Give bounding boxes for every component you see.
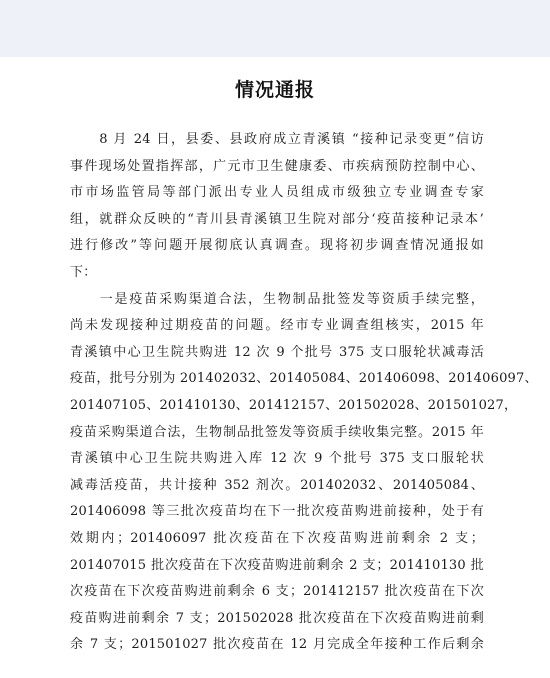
body-line: 次疫苗在下次疫苗购进前剩余 6 支；201412157 批次疫苗在下次 [70, 584, 484, 600]
body-line: 青溪镇中心卫生院共购进 12 次 9 个批号 375 支口服轮状减毒活 [70, 344, 484, 360]
body-line: 一是疫苗采购渠道合法，生物制品批签发等资质手续完整， [70, 291, 484, 307]
body-line: 201406098 等三批次疫苗均在下一批次疫苗购进前接种，处于有 [70, 504, 484, 520]
body-line: 下： [70, 264, 97, 280]
document-title: 情况通报 [234, 79, 315, 101]
body-line: 疫苗，批号分别为 201402032、201405084、201406098、201406097、 [70, 371, 538, 387]
body-line: 事件现场处置指挥部，广元市卫生健康委、市疾病预防控制中心、 [70, 158, 484, 174]
body-line: 效期内；201406097 批次疫苗在下次疫苗购进前剩余 2 支； [70, 530, 484, 546]
body-line: 进行修改”等问题开展彻底认真调查。现将初步调查情况通报如 [70, 238, 484, 254]
document-page [0, 57, 550, 678]
body-line: 8 月 24 日，县委、县政府成立青溪镇 “接种记录变更”信访 [70, 132, 484, 147]
body-line: 尚未发现接种过期疫苗的问题。经市专业调查组核实，2015 年 [70, 318, 484, 334]
top-banner [0, 0, 550, 57]
body-line: 201407105、201410130、201412157、201502028、201501027， [70, 397, 518, 413]
body-line: 疫苗采购渠道合法，生物制品批签发等资质手续收集完整。2015 年 [70, 424, 484, 440]
body-line: 疫苗购进前剩余 7 支；201502028 批次疫苗在下次疫苗购进前剩 [70, 610, 484, 626]
body-line: 余 7 支；201501027 批次疫苗在 12 月完成全年接种工作后剩余 [70, 637, 484, 653]
body-line: 组，就群众反映的“青川县青溪镇卫生院对部分‘疫苗接种记录本’ [70, 211, 484, 227]
body-line: 市市场监管局等部门派出专业人员组成市级独立专业调查专家 [70, 185, 484, 201]
document-body [70, 127, 538, 659]
body-line: 青溪镇中心卫生院共购进入库 12 次 9 个批号 375 支口服轮状 [70, 451, 484, 467]
body-line: 减毒活疫苗，共计接种 352 剂次。201402032、201405084、 [70, 477, 484, 493]
body-line: 201407015 批次疫苗在下次疫苗购进前剩余 2 支；201410130 批 [70, 557, 484, 573]
